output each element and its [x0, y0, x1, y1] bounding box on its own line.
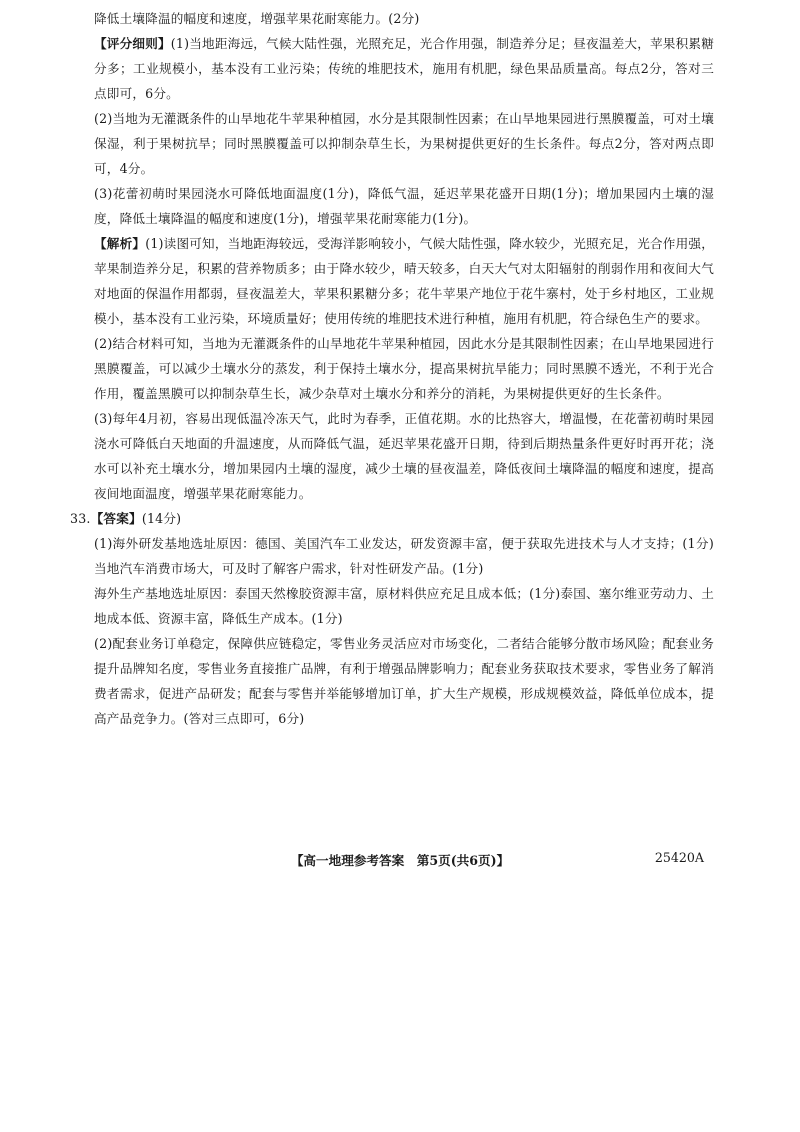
- q33-p3: (2)配套业务订单稳定，保障供应链稳定，零售业务灵活应对市场变化，二者结合能够分散市场风险；配套业务提升品牌知名度，零售业务直接推广品牌，有利于增强品牌影响力；配套业务获取技术要求，零售业务了解消费者需求，促进产品研发；配套与零售并举能够增加订单，扩大生产规模，形成规模效益，降低单位成本，提高产品竞争力。(答对三点即可，6分): [94, 636, 714, 726]
- q32-analysis-p1: [94, 231, 714, 331]
- q33-p2: 海外生产基地选址原因：泰国天然橡胶资源丰富，原材料供应充足且成本低；(1分)泰国、塞尔维亚劳动力、土地成本低、资源丰富，降低生产成本。(1分): [94, 586, 714, 626]
- footer-code: 25420A: [654, 850, 704, 865]
- q32-rubric-p2: (2)当地为无灌溉条件的山旱地花牛苹果种植园，水分是其限制性因素；在山旱地果园进行黑膜覆盖，可对土壤保湿，利于果树抗旱；同时黑膜覆盖可以抑制杂草生长，为果树提供更好的生长条件。每点2分，答对两点即可，4分。: [94, 111, 714, 176]
- q33-header: [70, 506, 714, 531]
- q32-analysis-p2: (2)结合材料可知，当地为无灌溉条件的山旱地花牛苹果种植园，因此水分是其限制性因素；在山旱地果园进行黑膜覆盖，可以减少土壤水分的蒸发，利于保持土壤水分，提高果树抗旱能力；同时黑膜不透光，不利于光合作用，覆盖黑膜可以抑制杂草生长，减少杂草对土壤水分和养分的消耗，为果树提供更好的生长条件。: [94, 336, 714, 401]
- q32-answer-tail: 降低土壤降温的幅度和速度，增强苹果花耐寒能力。(2分): [94, 11, 420, 26]
- q32-analysis-p3: (3)每年4月初，容易出现低温冷冻天气，此时为春季，正值花期。水的比热容大，增温慢，在花蕾初萌时果园浇水可降低白天地面的升温速度，从而降低气温，延迟苹果花盛开日期，待到后期热量条件更好时再开花；浇水可以补充土壤水分，增加果园内土壤的湿度，减少土壤的昼夜温差，降低夜间土壤降温的幅度和速度，提高夜间地面温度，增强苹果花耐寒能力。: [94, 411, 714, 501]
- rubric-text-1: (1)当地距海远，气候大陆性强，光照充足，光合作用强，制造养分足；昼夜温差大，苹果积累糖分多；工业规模小，基本没有工业污染；传统的堆肥技术，施用有机肥，绿色果品质量高。每点2分，答对三点即可，6分。: [94, 36, 714, 101]
- analysis-text-1: (1)读图可知，当地距海较远，受海洋影响较小，气候大陆性强，降水较少，光照充足，光合作用强，苹果制造养分足，积累的营养物质多；由于降水较少，晴天较多，白天大气对太阳辐射的削弱作用和夜间大气对地面的保温作用都弱，昼夜温差大，苹果积累糖分多；花牛苹果产地位于花牛寨村，处于乡村地区，工业规模小，基本没有工业污染，环境质量好；使用传统的堆肥技术进行种植，施用有机肥，符合绿色生产的要求。: [94, 236, 714, 326]
- page-footer: [0, 846, 800, 872]
- q32-rubric-p1: [94, 31, 714, 106]
- q33-number: 33.: [70, 511, 91, 526]
- q32-rubric-p3: (3)花蕾初萌时果园浇水可降低地面温度(1分)，降低气温，延迟苹果花盛开日期(1分)；增加果园内土壤的湿度，降低土壤降温的幅度和速度(1分)，增强苹果花耐寒能力(1分)。: [94, 186, 714, 226]
- answer-content: [70, 6, 714, 731]
- q33-score: (14分): [141, 511, 182, 526]
- q33-p1: (1)海外研发基地选址原因：德国、美国汽车工业发达，研发资源丰富，便于获取先进技术与人才支持；(1分)当地汽车消费市场大，可及时了解客户需求，针对性研发产品。(1分): [94, 536, 714, 576]
- rubric-tag: 【评分细则】: [94, 36, 171, 51]
- q33-answer-tag: 【答案】: [90, 511, 142, 526]
- analysis-tag: 【解析】: [94, 236, 146, 251]
- footer-title: 【高一地理参考答案 第5页(共6页)】: [290, 853, 510, 868]
